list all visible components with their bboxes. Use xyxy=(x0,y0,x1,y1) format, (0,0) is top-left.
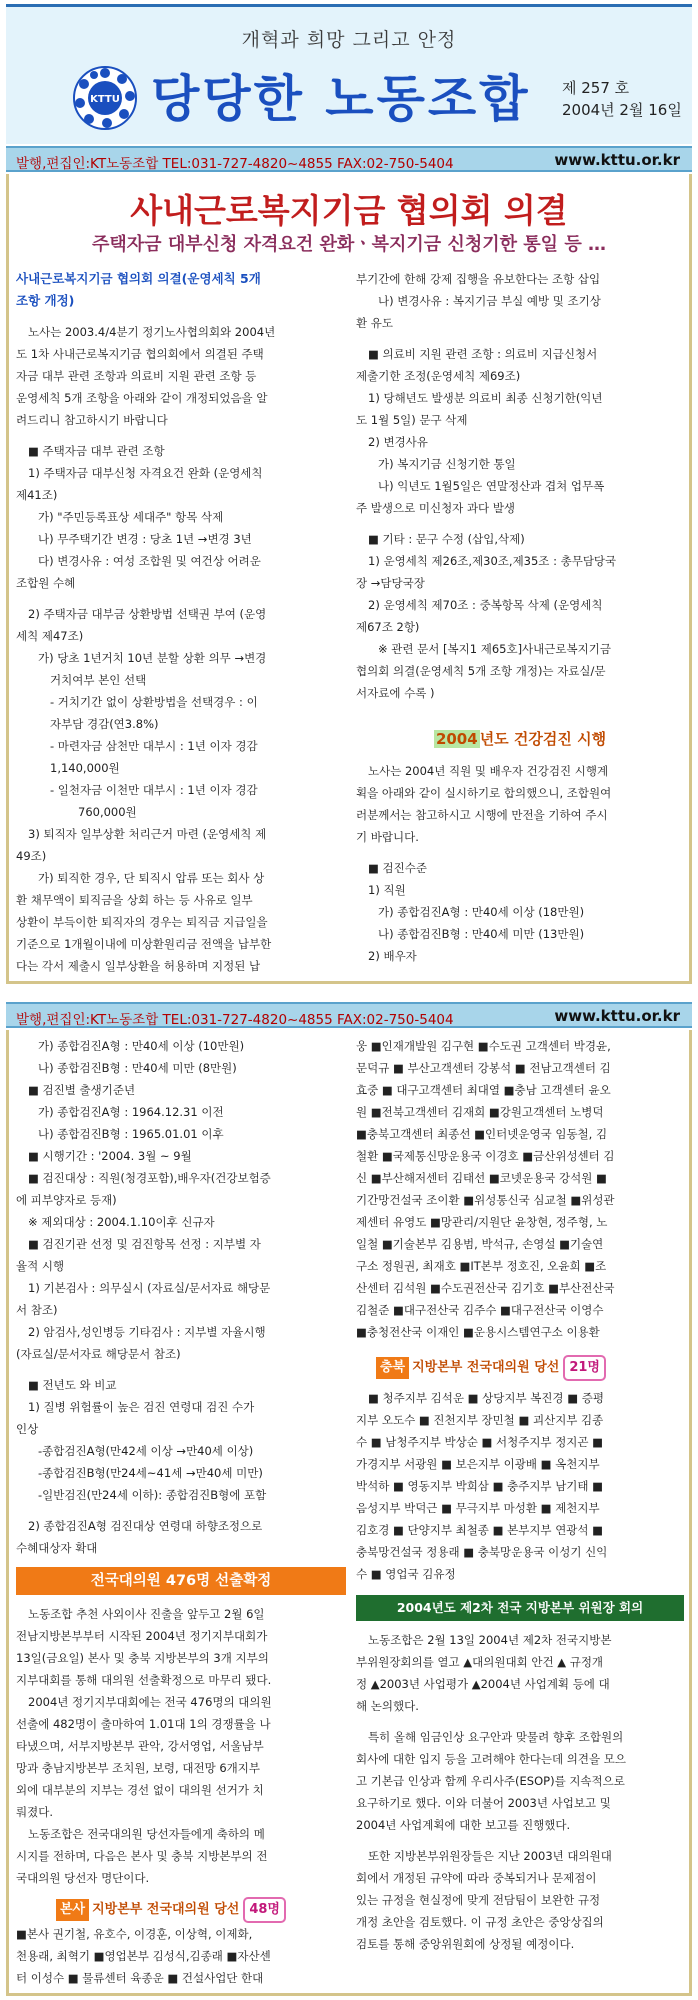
text-line: 가) 종합검진A형 : 만40세 이상 (18만원) xyxy=(378,905,585,919)
text-line: 철환 ■국제통신망운용국 이경호 ■금산위성센터 김 xyxy=(356,1149,615,1163)
text-line: 1) 운영세칙 제26조,제30조,제35조 : 총무담당국 xyxy=(368,554,617,568)
text-line: 고 기본급 인상과 함께 우리사주(ESOP)를 지속적으로 xyxy=(356,1774,625,1788)
text-line: 1) 당해년도 발생분 의료비 최종 신청기한(익년 xyxy=(368,391,603,405)
text-line: 러분께서는 참고하시고 시행에 만전을 기하여 주시 xyxy=(356,808,608,822)
text-line: 세칙 제47조) xyxy=(16,629,84,643)
text-line: 제41조) xyxy=(16,488,58,502)
text-line: ■ 청주지부 김석운 ■ 상당지부 복진경 ■ 증평 xyxy=(368,1391,604,1405)
text-line: 에 피부양자로 등재) xyxy=(16,1193,117,1207)
text-line: 1,140,000원 xyxy=(50,761,120,775)
text-line xyxy=(16,1506,346,1515)
hq-count-badge: 48명 xyxy=(243,1897,286,1923)
p2-right-text-mid xyxy=(356,1387,684,1585)
text-line: 1) 질병 위험률이 높은 검진 연령대 검진 수가 xyxy=(28,1400,255,1414)
logo-text: KTTU xyxy=(90,94,120,105)
text-line: 도 1차 사내근로복지기금 협의회에서 의결된 주택 xyxy=(16,347,264,361)
hq-delegates-heading xyxy=(16,1897,286,1923)
main-headline: 사내근로복지기금 협의회 의결 xyxy=(130,191,568,230)
text-line: 망과 충남지방본부 조치원, 보령, 대전망 6개지부 xyxy=(16,1761,260,1775)
text-line: 신 ■부산해저센터 김태선 ■코넷운용국 강석원 ■ xyxy=(356,1171,607,1185)
text-line: 획을 아래와 같이 실시하기로 합의했으니, 조합원여 xyxy=(356,786,612,800)
text-line: 개정 초안을 검토했다. 이 규정 초안은 중앙상집의 xyxy=(356,1915,604,1929)
text-line: 제센터 유영도 ■망관리/지원단 윤창현, 정주형, 노 xyxy=(356,1215,608,1229)
text-line: 2) 배우자 xyxy=(368,949,417,963)
p1-right-text-bottom xyxy=(356,760,684,967)
text-line: 가) 종합검진A형 : 1964.12.31 이전 xyxy=(38,1105,224,1119)
text-line: 2) 암검사,성인병등 기타검사 : 지부별 자율시행 xyxy=(28,1325,266,1339)
text-line: 2004년 사업계획에 대한 보고를 진행했다. xyxy=(356,1818,571,1832)
text-line: ■ 기타 : 문구 수정 (삽입,삭제) xyxy=(368,532,525,546)
text-line: 1) 주택자금 대부신청 자격요건 완화 (운영세칙 xyxy=(28,466,263,480)
text-line: 상환이 부득이한 퇴직자의 경우는 퇴직금 지급일을 xyxy=(16,915,268,929)
text-line: 또한 지방본부위원장들은 지난 2003년 대의원대 xyxy=(368,1849,612,1863)
text-line xyxy=(356,334,684,343)
p1-left-column xyxy=(16,268,346,977)
text-line: 부위원장회의를 열고 ▲대의원대회 안건 ▲ 규정개 xyxy=(356,1655,604,1669)
text-line: 2) 변경사유 xyxy=(368,435,428,449)
text-line: 요구하기로 했다. 이와 더불어 2003년 사업보고 및 xyxy=(356,1796,611,1810)
p2-right-text-bottom xyxy=(356,1629,684,1955)
text-line: 전남지방본부부터 시작된 2004년 정기지부대회가 xyxy=(16,1629,268,1643)
text-line: 뤄졌다. xyxy=(16,1805,53,1819)
text-line: 협의회 의결(운영세칙 5개 조항 개정)는 자료실/문 xyxy=(356,664,606,678)
text-line: 다) 변경사유 : 여성 조합원 및 여건상 어려운 xyxy=(38,554,261,568)
masthead xyxy=(6,4,692,144)
text-line: ■ 검진수준 xyxy=(368,861,427,875)
p2-right-text-top xyxy=(356,1035,684,1343)
text-line: 터 이성수 ■ 물류센터 육종운 ■ 건설사업단 한대 xyxy=(16,1971,264,1985)
text-line: ■ 시행기간 : '2004. 3월 ~ 9월 xyxy=(28,1149,192,1163)
text-line: 천용래, 최혁기 ■영업본부 김성식,김종래 ■자산센 xyxy=(16,1949,271,1963)
text-line xyxy=(356,519,684,528)
text-line: 조합원 수혜 xyxy=(16,576,76,590)
text-line: 시지를 전하며, 다음은 본사 및 충북 지방본부의 전 xyxy=(16,1849,268,1863)
text-line: 나) 변경사유 : 복지기금 부실 예방 및 조기상 xyxy=(378,294,601,308)
delegates-banner: 전국대의원 476명 선출확정 xyxy=(16,1567,346,1595)
text-line: 나) 종합검진B형 : 만40세 미만 (13만원) xyxy=(378,927,585,941)
text-line: -종합검진A형(만42세 이상 →만40세 이상) xyxy=(38,1444,254,1458)
text-line: ■충북고객센터 최종선 ■인터넷운영국 임동철, 김 xyxy=(356,1127,608,1141)
publisher-info-2: 발행,편집인:KT노동조합 TEL:031-727-4820~4855 FAX:02-750-5404 xyxy=(16,1012,454,1028)
text-line: ※ 관련 문서 [복지1 제65호]사내근로복지기금 xyxy=(378,642,611,656)
text-line xyxy=(16,1365,346,1374)
text-line: 노사는 2004년 직원 및 배우자 건강검진 시행계 xyxy=(368,764,609,778)
text-line: ■ 의료비 지원 관련 조항 : 의료비 지급신청서 xyxy=(368,347,598,361)
text-line: 제67조 2항) xyxy=(356,620,420,634)
text-line: 환 채무액이 퇴직금을 상회 하는 등 사유로 일부 xyxy=(16,893,253,907)
text-line: ■ 검진기관 선정 및 검진항목 선정 : 지부별 자 xyxy=(28,1237,261,1251)
committee-banner: 2004년도 제2차 전국 지방본부 위원장 회의 xyxy=(356,1595,684,1621)
text-line: ■본사 권기철, 유호수, 이경훈, 이상혁, 이제화, xyxy=(16,1927,253,1941)
cb-label: 지방본부 전국대의원 당선 xyxy=(412,1360,560,1375)
text-line: 2) 주택자금 대부금 상환방법 선택권 부여 (운영 xyxy=(28,607,267,621)
text-line: 선출에 482명이 출마하여 1.01대 1의 경쟁률을 나 xyxy=(16,1717,271,1731)
issue-number: 제 257 호 xyxy=(562,79,630,97)
text-line: 있는 규정을 현실정에 맞게 전담팀이 보완한 규정 xyxy=(356,1893,601,1907)
text-line: 가) 종합검진A형 : 만40세 이상 (10만원) xyxy=(38,1039,245,1053)
text-line: 검토를 통해 중앙위원회에 상정될 예정이다. xyxy=(356,1937,575,1951)
cb-delegates-heading xyxy=(356,1355,606,1381)
text-line: 일철 ■기술본부 김용범, 박석규, 손영설 ■기술연 xyxy=(356,1237,604,1251)
cb-count-badge: 21명 xyxy=(563,1355,606,1381)
text-line: 2) 종합검진A형 검진대상 연령대 하향조정으로 xyxy=(28,1519,263,1533)
text-line: 자금 대부 관련 조항과 의료비 지원 관련 조항 등 xyxy=(16,369,257,383)
text-line: 760,000원 xyxy=(78,805,137,819)
issue-info xyxy=(562,77,682,121)
text-line: - 일천자금 이천만 대부시 : 1년 이자 경감 xyxy=(50,783,258,797)
text-line: 특히 올해 임금인상 요구안과 맞물려 향후 조합원의 xyxy=(368,1730,624,1744)
hq-tag: 본사 xyxy=(56,1899,89,1921)
text-line: 노사는 2003.4/4분기 정기노사협의회와 2004년 xyxy=(28,325,276,339)
text-line: ■충청전산국 이재인 ■운용시스템연구소 이용환 xyxy=(356,1325,600,1339)
cb-tag: 충북 xyxy=(376,1357,409,1379)
text-line: 박석하 ■ 영동지부 박희삼 ■ 충주지부 남기태 ■ xyxy=(356,1479,604,1493)
text-line: 인상 xyxy=(16,1422,39,1436)
text-line: 구소 정원권, 최재호 ■IT본부 정호진, 오윤희 ■조 xyxy=(356,1259,607,1273)
p1-right-column xyxy=(356,268,684,967)
text-line: 문덕규 ■ 부산고객센터 강봉석 ■ 전남고객센터 김 xyxy=(356,1061,611,1075)
text-line: 수 ■ 영업국 김유정 xyxy=(356,1567,456,1581)
text-line: 나) 익년도 1월5일은 연말정산과 겹쳐 업무폭 xyxy=(378,479,605,493)
text-line: 회에서 개정된 규약에 따라 중복되거나 문제점이 xyxy=(356,1871,597,1885)
kttu-logo-icon xyxy=(72,65,138,131)
text-line: 나) 무주택기간 변경 : 당초 1년 →변경 3년 xyxy=(38,532,252,546)
text-line: 가) 당초 1년거치 10년 분할 상환 의무 →변경 xyxy=(38,651,267,665)
text-line: 49조) xyxy=(16,849,47,863)
text-line: 기준으로 1개월이내에 미상환원리금 전액을 납부한 xyxy=(16,937,272,951)
p2-left-text-top xyxy=(16,1035,346,1559)
text-line: 나) 종합검진B형 : 1965.01.01 이후 xyxy=(38,1127,224,1141)
text-line: 2004년 정기지부대회에는 전국 476명의 대의원 xyxy=(28,1695,272,1709)
newsletter-title: 당당한 노동조합 xyxy=(151,70,531,128)
text-line: 김호경 ■ 단양지부 최철종 ■ 본부지부 연광석 ■ xyxy=(356,1523,604,1537)
text-line: 가) "주민등록표상 세대주" 항목 삭제 xyxy=(38,510,224,524)
website-link-2[interactable]: www.kttu.or.kr xyxy=(554,1007,680,1025)
text-line: ■ 검진대상 : 직원(청경포함),배우자(건강보험증 xyxy=(28,1171,271,1185)
text-line: 국대의원 당선자 명단이다. xyxy=(16,1871,150,1885)
text-line: 기간망건설국 조이환 ■위성통신국 심교철 ■위성관 xyxy=(356,1193,615,1207)
text-line: 나) 종합검진B형 : 만40세 미만 (8만원) xyxy=(38,1061,237,1075)
text-line: ※ 제외대상 : 2004.1.10이후 신규자 xyxy=(28,1215,215,1229)
publisher-info: 발행,편집인:KT노동조합 TEL:031-727-4820~4855 FAX:02-750-5404 xyxy=(16,156,454,172)
p1-right-text-top xyxy=(356,268,684,704)
text-line: 웅 ■인재개발원 김구현 ■수도권 고객센터 박경윤, xyxy=(356,1039,611,1053)
text-line: 장 →담당국장 xyxy=(356,576,425,590)
p1-left-text xyxy=(16,268,346,977)
slogan: 개혁과 희망 그리고 안정 xyxy=(241,29,457,51)
text-line: 수 ■ 남청주지부 박상순 ■ 서청주지부 정지곤 ■ xyxy=(356,1435,604,1449)
text-line: 지부대회를 통해 대의원 선출확정으로 마무리 됐다. xyxy=(16,1673,272,1687)
text-line: 가) 복지기금 신청기한 통일 xyxy=(378,457,516,471)
text-line: ■ 전년도 와 비교 xyxy=(28,1378,117,1392)
text-line: 운영세칙 5개 조항을 아래와 같이 개정되었음을 알 xyxy=(16,391,268,405)
text-line: 서 참조) xyxy=(16,1303,58,1317)
text-line: 음성지부 박덕근 ■ 무극지부 마성환 ■ 제천지부 xyxy=(356,1501,600,1515)
text-line: 1) 직원 xyxy=(368,883,406,897)
text-line: 가) 퇴직한 경우, 단 퇴직시 압류 또는 회사 상 xyxy=(38,871,265,885)
text-line: 율적 시행 xyxy=(16,1259,65,1273)
text-line: 노동조합은 전국대의원 당선자들에게 축하의 메 xyxy=(28,1827,265,1841)
text-line: 김철준 ■대구전산국 김주수 ■대구전산국 이영수 xyxy=(356,1303,604,1317)
text-line: 환 유도 xyxy=(356,316,393,330)
text-line: 회사에 대한 입지 등을 고려해야 한다는데 의견을 모으 xyxy=(356,1752,626,1766)
text-line: 가경지부 서광원 ■ 보은지부 이광배 ■ 옥천지부 xyxy=(356,1457,600,1471)
text-line: (자료실/문서자료 해당문서 참조) xyxy=(16,1347,181,1361)
checkup-year: 2004 xyxy=(435,730,478,748)
text-line: ■ 주택자금 대부 관련 조항 xyxy=(28,444,165,458)
text-line: - 마련자금 삼천만 대부시 : 1년 이자 경감 xyxy=(50,739,258,753)
text-line: 3) 퇴직자 일부상환 처리근거 마련 (운영세칙 제 xyxy=(28,827,267,841)
publisher-bar-top xyxy=(6,146,692,172)
p2-left-column xyxy=(16,1035,346,1989)
p2-left-text-mid xyxy=(16,1603,346,1889)
text-line: 자부담 경감(연3.8%) xyxy=(50,717,159,731)
text-line: 도 1월 5일) 문구 삭제 xyxy=(356,413,468,427)
text-line: 지부 오도수 ■ 진천지부 장민철 ■ 괴산지부 김종 xyxy=(356,1413,604,1427)
text-line: ■ 검진별 출생기준년 xyxy=(28,1083,136,1097)
text-line: 13일(금요일) 본사 및 충북 지방본부의 3개 지부의 xyxy=(16,1651,269,1665)
text-line: 수혜대상자 확대 xyxy=(16,1541,98,1555)
text-line: 조항 개정) xyxy=(16,293,75,308)
text-line: 노동조합은 2월 13일 2004년 제2차 전국지방본 xyxy=(368,1633,612,1647)
text-line: -일반검진(만24세 이하): 종합검진B형에 포함 xyxy=(38,1488,267,1502)
hq-label: 지방본부 전국대의원 당선 xyxy=(92,1902,240,1917)
text-line: 다는 각서 제출시 일부상환을 허용하며 지정된 납 xyxy=(16,959,261,973)
text-line: 사내근로복지기금 협의회 의결(운영세칙 5개 xyxy=(16,271,261,286)
text-line: 1) 기본검사 : 의무실시 (자료실/문서자료 해당문 xyxy=(28,1281,271,1295)
text-line: -종합검진B형(만24세~41세 →만40세 미만) xyxy=(38,1466,263,1480)
text-line: 제출기한 조정(운영세칙 제69조) xyxy=(356,369,521,383)
main-subhead: 주택자금 대부신청 자격요건 완화ㆍ복지기금 신청기한 통일 등 … xyxy=(92,234,606,255)
checkup-title-rest: 년도 건강검진 시행 xyxy=(479,730,607,748)
text-line: 서자료에 수록 ) xyxy=(356,686,435,700)
text-line xyxy=(356,1836,684,1845)
text-line: 충북망건설국 정용래 ■ 충북망운용국 이성기 신익 xyxy=(356,1545,608,1559)
checkup-heading xyxy=(356,728,684,750)
text-line xyxy=(356,848,684,857)
text-line: 주 발생으로 미신청자 과다 발생 xyxy=(356,501,516,515)
website-link[interactable]: www.kttu.or.kr xyxy=(554,151,680,169)
text-line: 려드리니 참고하시기 바랍니다 xyxy=(16,413,168,427)
text-line: 기 바랍니다. xyxy=(356,830,419,844)
text-line xyxy=(16,431,346,440)
text-line: 노동조합 추천 사외이사 진출을 앞두고 2월 6일 xyxy=(28,1607,265,1621)
text-line: 효중 ■ 대구고객센터 최대열 ■충남 고객센터 윤오 xyxy=(356,1083,611,1097)
text-line xyxy=(356,1717,684,1726)
text-line: 정 ▲2003년 사업평가 ▲2004년 사업계획 등에 대 xyxy=(356,1677,610,1691)
p2-left-text-bottom xyxy=(16,1923,346,1989)
text-line: 타냈으며, 서부지방본부 관악, 강서영업, 서울남부 xyxy=(16,1739,264,1753)
text-line: 산센터 김석원 ■수도권전산국 김기호 ■부산전산국 xyxy=(356,1281,615,1295)
text-line xyxy=(16,594,346,603)
text-line: - 거치기간 없이 상환방법을 선택경우 : 이 xyxy=(50,695,258,709)
text-line: 원 ■전북고객센터 김재희 ■강원고객센터 노병덕 xyxy=(356,1105,604,1119)
publisher-bar-bottom xyxy=(6,1002,692,1028)
p2-right-column xyxy=(356,1035,684,1955)
text-line xyxy=(16,312,346,321)
text-line: 부기간에 한해 강제 집행을 유보한다는 조항 삽입 xyxy=(356,272,601,286)
text-line: 해 논의했다. xyxy=(356,1699,419,1713)
issue-date: 2004년 2월 16일 xyxy=(562,101,682,119)
text-line: 2) 운영세칙 제70조 : 중복항목 삭제 (운영세칙 xyxy=(368,598,603,612)
text-line: 외에 대부분의 지부는 경선 없이 대의원 선거가 치 xyxy=(16,1783,264,1797)
text-line: 거치여부 본인 선택 xyxy=(50,673,147,687)
